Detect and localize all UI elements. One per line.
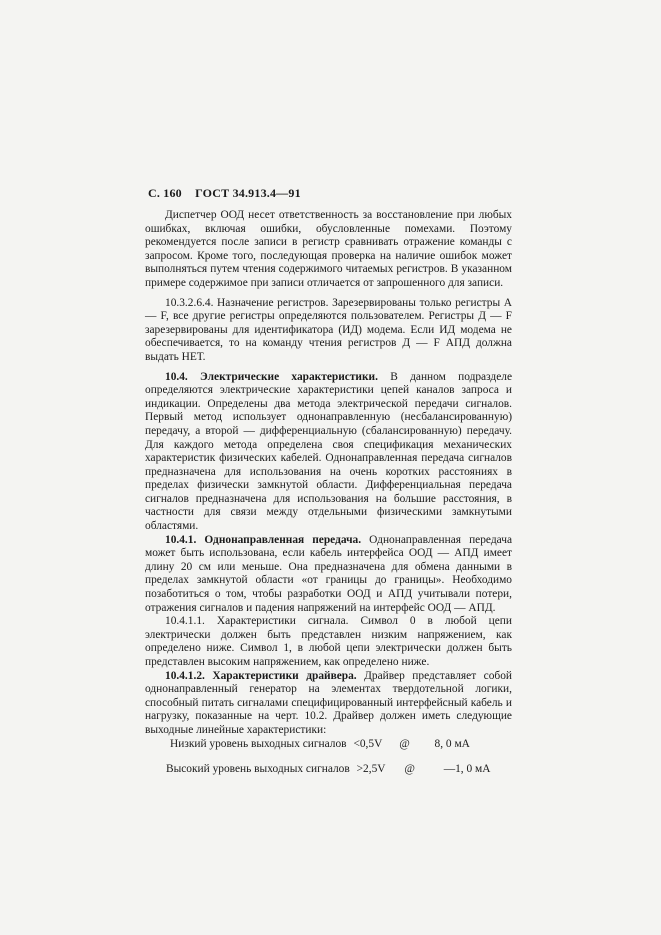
- paragraph-driver-characteristics: [145, 670, 512, 738]
- spec-low-level: [170, 738, 470, 750]
- paragraph-heading: 10.4.1. Однонаправленная передача.: [165, 533, 362, 546]
- page-number: С. 160: [148, 186, 182, 200]
- paragraph-text: Зарезервированы только регистры А — F, все другие регистры определяются пользователем. Регистры Д — F зарезервированы для идентификатора (ИД) модема. Если ИД модема не обеспечивается, то на команду чтения регистров Д — F АПД должна выдать НЕТ.: [145, 296, 513, 363]
- spec-at-sign: @: [404, 763, 415, 775]
- body-text: [145, 209, 512, 738]
- page-header: [148, 186, 301, 201]
- paragraph-text: Драйвер представляет собой однонаправленный генератор на элементах твердотельной логики, способный питать сигналами специфицированный интерфейсный кабель и нагрузку, показанные на черт. 10.2. Драйвер должен иметь следующие выходные линейные характеристики:: [145, 669, 512, 736]
- paragraph-heading: 10.4. Электрические характеристики.: [165, 370, 378, 383]
- paragraph-error-recovery: [145, 209, 512, 291]
- paragraph-signal-characteristics: [145, 615, 512, 669]
- paragraph-text: В данном подразделе определяются электрические характеристики цепей каналов запроса и индикации. Определены два метода электрической передачи сигналов. Первый метод использует однонаправленную (несбалансированную) передачу, а второй — дифференциальную (сбалансированную) передачу. Для каждого метода определена своя спецификация механических характеристик физических кабелей. Однонаправленная передача сигналов предназначена для использования на очень коротких расстояниях в пределах физически замкнутой области. Дифференциальная передача сигналов предназначена для использования на большие расстояния, в частности для связи между отдельными физическими замкнутыми областями.: [145, 370, 512, 533]
- paragraph-heading: 10.4.1.1. Характеристики сигнала.: [165, 615, 349, 628]
- spec-label: Высокий уровень выходных сигналов: [166, 763, 350, 775]
- spec-high-level: [166, 763, 490, 775]
- paragraph-heading: 10.3.2.6.4. Назначение регистров.: [165, 296, 329, 309]
- paragraph-heading: 10.4.1.2. Характеристики драйвера.: [165, 669, 357, 682]
- spec-at-sign: @: [399, 738, 410, 750]
- paragraph-text: Символ 0 в любой цепи электрически должен быть представлен низким напряжением, как определено ниже. Символ 1, в любой цепи электрически должен быть представлен высоким напряжением, как определено ниже.: [145, 615, 512, 668]
- spec-condition: >2,5V: [356, 763, 386, 775]
- spec-label: Низкий уровень выходных сигналов: [170, 738, 347, 750]
- paragraph-register-assignment: [145, 297, 512, 365]
- paragraph-text: Однонаправленная передача может быть использована, если кабель интерфейса ООД — АПД имеет длину 20 см или меньше. Она предназначена для обмена данными в пределах замкнутой области «от границы до границы». Необходимо позаботиться о том, чтобы разработки ООД и АПД учитывали потери, отражения сигналов и падения напряжений на интерфейс ООД — АПД.: [145, 533, 512, 614]
- document-id: ГОСТ 34.913.4—91: [195, 186, 301, 200]
- spec-condition: <0,5V: [353, 738, 383, 750]
- spec-value: 8, 0 мА: [434, 738, 470, 750]
- paragraph-electrical-characteristics: [145, 371, 512, 534]
- paragraph-unidirectional-transmission: [145, 534, 512, 616]
- spec-value: —1, 0 мА: [443, 763, 491, 775]
- paragraph-text: Диспетчер ООД несет ответственность за восстановление при любых ошибках, включая ошибки, обусловленные помехами. Поэтому рекомендуется после записи в регистр сравнивать отражение команды с запросом. Кроме того, последующая проверка на наличие ошибок может выполняться путем чтения содержимого читаемых регистров. В указанном примере содержимое при записи отличается от запрошенного для записи.: [145, 209, 512, 289]
